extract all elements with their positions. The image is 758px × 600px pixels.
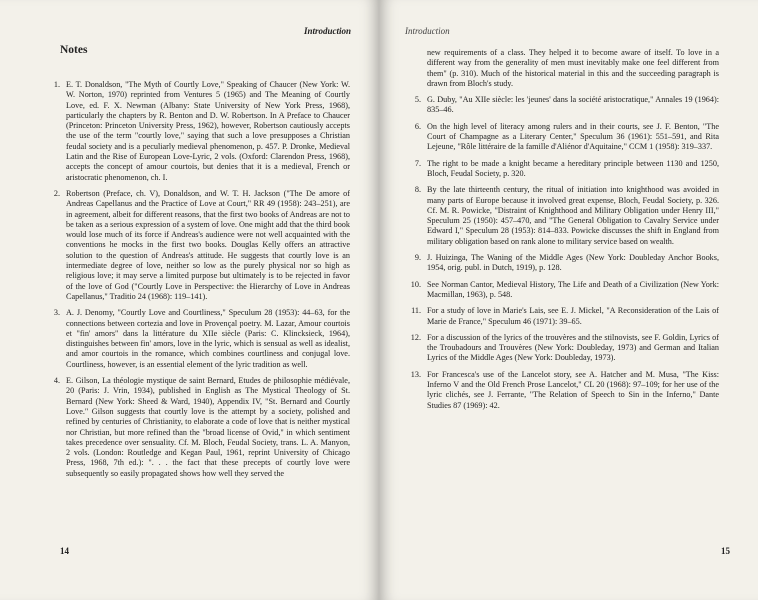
note-text: A. J. Denomy, "Courtly Love and Courtliness," Speculum 28 (1953): 44–63, for the connections between cortezia and love in Provençal poetry. M. Lazar, Amour courtois et "fin' amors" dans la littérature du XIIe siècle (Paris: C. Klincksieck, 1964), distinguishes between fin' amors, love in the lyric, which is sensual as well as idealist, and amor courtois in the romance, which combines courtliness and conjugal love. Courtliness, however, is an essential element of the lyric tradition as well. [66, 308, 350, 369]
note-number: 9. [414, 253, 421, 263]
note-item [44, 80, 350, 183]
note-number: 1. [53, 80, 60, 89]
note-number: 4. [53, 376, 60, 386]
note-item [44, 189, 350, 302]
note-item [405, 95, 719, 116]
note-number: 7. [414, 158, 421, 168]
note-text: E. Gilson, La théologie mystique de saint Bernard, Etudes de philosophie médiévale, 20 (Paris: J. Vrin, 1934), published in English as The Mystical Theology of St. Bernard (New York: Sheed & Ward, 1940), Appendix IV, "St. Bernard and Courtly Love." Gilson suggests that courtly love is the attempt by a society, polished and refined by centuries of Christianity, to elaborate a code of love that is neither mystical nor Christian, but more refined than the "broad license of Ovid," in which sentiment takes precedence over sensuality. Cf. M. Bloch, Feudal Society, trans. L. A. Manyon, 2 vols. (London: Routledge and Kegan Paul, 1961, reprint University of Chicago Press, 1968, 7th ed.): ". . . the fact that these precepts of courtly love were subsequently so easily propagated shows how well they served the [66, 376, 350, 478]
note-text: For a study of love in Marie's Lais, see E. J. Mickel, "A Reconsideration of the Lais of Marie de France," Speculum 46 (1971): 39–65. [427, 306, 719, 326]
note-item [405, 333, 719, 364]
note-number: 3. [53, 308, 60, 318]
note-number: 11. [411, 306, 421, 316]
note-item [405, 185, 719, 247]
running-head: Introduction [303, 26, 351, 36]
note-item [405, 306, 719, 327]
note-text: For a discussion of the lyrics of the trouvères and the stilnovists, see F. Goldin, Lyrics of the Troubadours and Trouvères (New York: Doubleday, 1973) and German and Italian Lyrics of the Middle Ages (New York: Doubleday, 1973). [427, 332, 719, 363]
note-item [44, 376, 350, 479]
note-number: 6. [414, 121, 421, 131]
note-number: 8. [414, 185, 421, 195]
note-text: J. Huizinga, The Waning of the Middle Ages (New York: Doubleday Anchor Books, 1954, orig. publ. in Dutch, 1919), p. 128. [427, 253, 719, 273]
note-number: 10. [410, 279, 421, 289]
note-text: See Norman Cantor, Medieval History, The Life and Death of a Civilization (New York: Macmillan, 1963), p. 548. [427, 279, 719, 299]
note-item [405, 253, 719, 274]
note-number: 13. [410, 369, 421, 379]
notes-list [405, 48, 719, 417]
note-number: 2. [53, 188, 60, 198]
page-number: 15 [721, 546, 730, 556]
note-text: E. T. Donaldson, "The Myth of Courtly Love," Speaking of Chaucer (New York: W. W. Norton, 1970) reprinted from Ventures 5 (1965) and The Meaning of Courtly Love, ed. F. X. Newman (Albany: State University of New York Press, 1968), particularly the chapters by R. Benton and D. W. Robertson. In A Preface to Chaucer (Princeton: Princeton University Press, 1962), however, Robertson cautiously accepts the use of the term "courtly love," saying that such a love presupposes a Christian feudal society and is a peculiarly medieval phenomenon, p. 457. P. Dronke, Medieval Latin and the Rise of European Love-Lyric, 2 vols. (Oxford: Clarendon Press, 1968), accepts the concept of amour courtois, but denies that it is a medieval, French or aristocratic phenomenon, ch. I. [66, 80, 350, 182]
note-continuation: new requirements of a class. They helped it to become aware of itself. To love in a different way from the generality of men must inevitably make one feel different from them" (p. 310). Much of the historical material in this and the succeeding paragraph is drawn from Bloch's study. [427, 48, 719, 88]
note-text: The right to be made a knight became a hereditary principle between 1130 and 1250, Bloch, Feudal Society, p. 320. [427, 158, 719, 178]
note-text: Robertson (Preface, ch. V), Donaldson, and W. T. H. Jackson ("The De amore of Andreas Capellanus and the Practice of Love at Court," RR 49 (1958): 243–251), are in agreement, albeit for different reasons, that the first two books of Andreas are not to be taken as a serious expression of a system of love. One might add that the third book would lose much of its force if Andreas's audience were not well acquainted with the conventions he mocks in the first two books. Douglas Kelly offers an attractive solution to the question of Andreas's attitude. He suggests that courtly love is an intermediate degree of love, neither so low as the purely physical nor so high as religious love; it may serve a limited purpose but ultimately is to be rejected in favor of the love of God ("Courtly Love in Perspective: the Hierarchy of Love in Andreas Capellanus," Traditio 24 (1968): 119–141). [66, 188, 350, 301]
running-head: Introduction [405, 26, 450, 36]
note-item [405, 280, 719, 301]
right-page [379, 0, 758, 600]
note-number: 12. [410, 332, 421, 342]
notes-list [44, 80, 350, 485]
note-item [405, 370, 719, 411]
page-number: 14 [60, 546, 69, 556]
note-text: By the late thirteenth century, the ritual of initiation into knighthood was avoided in many parts of Europe because it involved great expense, Bloch, Feudal Society, p. 326. Cf. M. R. Powicke, "Distraint of Knighthood and Military Obligation under Henry III," Speculum 25 (1950): 457–470, and "The General Obligation to Cavalry Service under Edward I," Speculum 28 (1953): 814–833. Powicke discusses the shift in England from military obligation based on rank alone to military service based on wealth. [427, 185, 719, 246]
note-number: 5. [414, 95, 421, 105]
note-item [405, 159, 719, 180]
note-text: For Francesca's use of the Lancelot story, see A. Hatcher and M. Musa, "The Kiss: Inferno V and the Old French Prose Lancelot," CL 20 (1968): 97–109; for her use of the lyric clichés, see J. Ferrante, "The Relation of Speech to Sin in the Inferno," Dante Studies 87 (1969): 42. [427, 369, 719, 410]
section-title: Notes [60, 44, 88, 56]
note-item [44, 308, 350, 370]
note-text: On the high level of literacy among rulers and in their courts, see J. F. Benton, "The Court of Champagne as a Literary Center," Speculum 36 (1961): 551–591, and Rita Lejeune, "Rôle littéraire de la famille d'Aliénor d'Aquitaine," CCM 1 (1958): 319–337. [427, 121, 719, 152]
note-item [405, 122, 719, 153]
note-text: G. Duby, "Au XIIe siècle: les 'jeunes' dans la société aristocratique," Annales 19 (1964): 835–46. [427, 95, 719, 115]
